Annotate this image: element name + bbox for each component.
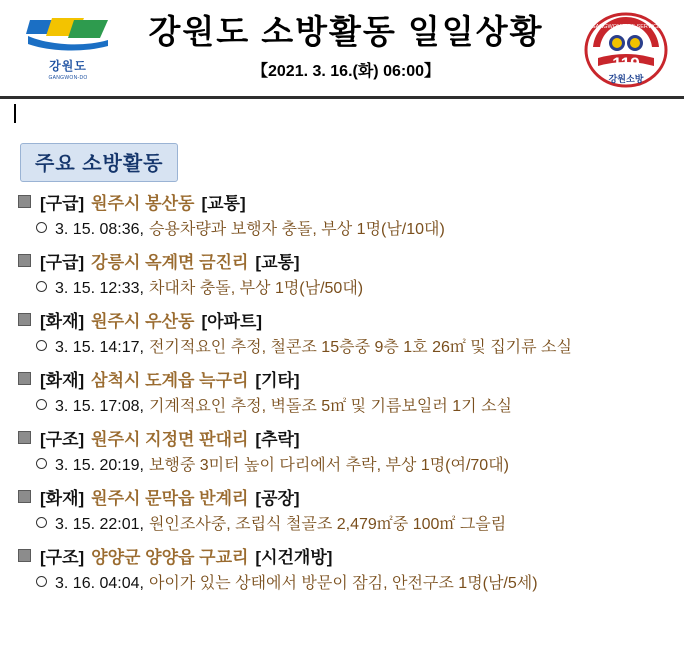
text-cursor (14, 104, 16, 123)
entry-time: 3. 15. 08:36, (55, 221, 144, 238)
svg-text:강원소방: 강원소방 (608, 74, 644, 84)
entry-category: [화재] (40, 312, 85, 331)
circle-bullet-icon (36, 399, 47, 410)
entry-category: [화재] (40, 489, 85, 508)
entry-header (0, 485, 684, 512)
entry-kind: [공장] (255, 489, 300, 508)
square-bullet-icon (18, 431, 31, 444)
entry-category: [화재] (40, 371, 85, 390)
entry-detail (0, 276, 684, 302)
entry-category: [구급] (40, 194, 85, 213)
entry-description: 기계적요인 추정, 벽돌조 5㎡ 및 기름보일러 1기 소실 (148, 398, 512, 415)
entry-kind: [교통] (201, 194, 246, 213)
square-bullet-icon (18, 195, 31, 208)
entry-kind: [교통] (255, 253, 300, 272)
entry-detail (0, 335, 684, 361)
section-heading: 주요 소방활동 (20, 143, 178, 182)
square-bullet-icon (18, 372, 31, 385)
entry-description: 보행중 3미터 높이 다리에서 추락, 부상 1명(여/70대) (148, 457, 509, 474)
circle-bullet-icon (36, 281, 47, 292)
list-item (0, 544, 684, 597)
entry-kind: [추락] (255, 430, 300, 449)
entry-time: 3. 15. 12:33, (55, 280, 144, 297)
entry-category: [구조] (40, 548, 85, 567)
square-bullet-icon (18, 490, 31, 503)
entry-kind: [아파트] (201, 312, 263, 331)
list-item (0, 367, 684, 420)
gangwon-province-logo-label-en: GANGWON-DO (48, 75, 88, 81)
fire-service-emblem-mark (584, 12, 668, 88)
circle-bullet-icon (36, 340, 47, 351)
entry-description: 승용차량과 보행자 충돌, 부상 1명(남/10대) (148, 221, 445, 238)
circle-bullet-icon (36, 458, 47, 469)
gangwon-province-logo-label: 강원도 (49, 59, 87, 73)
entry-category: [구급] (40, 253, 85, 272)
circle-bullet-icon (36, 222, 47, 233)
entry-location: 원주시 봉산동 (91, 194, 195, 213)
entry-location: 원주시 지정면 판대리 (91, 430, 249, 449)
entry-detail (0, 453, 684, 479)
list-item (0, 249, 684, 302)
square-bullet-icon (18, 313, 31, 326)
header-divider (0, 96, 684, 99)
entry-time: 3. 16. 04:04, (55, 575, 144, 592)
entry-header (0, 190, 684, 217)
circle-bullet-icon (36, 517, 47, 528)
entry-time: 3. 15. 20:19, (55, 457, 144, 474)
entry-header (0, 367, 684, 394)
entry-location: 삼척시 도계읍 늑구리 (91, 371, 249, 390)
svg-text:GANGWON FIRE SERVICE: GANGWON FIRE SERVICE (591, 24, 661, 30)
entry-kind: [시건개방] (255, 548, 333, 567)
list-item (0, 190, 684, 243)
list-item (0, 308, 684, 361)
activity-list (0, 190, 684, 603)
square-bullet-icon (18, 549, 31, 562)
report-datetime: 【2021. 3. 16.(화) 06:00】 (252, 63, 440, 80)
page-title: 강원도 소방활동 일일상황 (148, 13, 544, 50)
list-item (0, 426, 684, 479)
entry-location: 원주시 문막읍 반계리 (91, 489, 249, 508)
entry-location: 강릉시 옥계면 금진리 (91, 253, 249, 272)
entry-location: 원주시 우산동 (91, 312, 195, 331)
entry-time: 3. 15. 14:17, (55, 339, 144, 356)
entry-detail (0, 512, 684, 538)
square-bullet-icon (18, 254, 31, 267)
title-block (118, 10, 574, 81)
entry-detail (0, 571, 684, 597)
circle-bullet-icon (36, 576, 47, 587)
entry-category: [구조] (40, 430, 85, 449)
entry-description: 차대차 충돌, 부상 1명(남/50대) (148, 280, 364, 297)
entry-description: 아이가 있는 상태에서 방문이 잠김, 안전구조 1명(남/5세) (148, 575, 538, 592)
entry-header (0, 249, 684, 276)
entry-header (0, 544, 684, 571)
svg-text:119: 119 (612, 54, 640, 73)
entry-time: 3. 15. 17:08, (55, 398, 144, 415)
entry-kind: [기타] (255, 371, 300, 390)
list-item (0, 485, 684, 538)
document-header (0, 0, 684, 92)
entry-header (0, 308, 684, 335)
gangwon-fire-service-emblem (584, 12, 670, 88)
entry-description: 원인조사중, 조립식 철골조 2,479㎡중 100㎡ 그을림 (148, 516, 507, 533)
entry-time: 3. 15. 22:01, (55, 516, 144, 533)
gangwon-province-logo-mark (22, 14, 114, 56)
entry-detail (0, 394, 684, 420)
entry-location: 양양군 양양읍 구교리 (91, 548, 249, 567)
entry-description: 전기적요인 추정, 철콘조 15층중 9층 1호 26㎡ 및 집기류 소실 (148, 339, 572, 356)
entry-detail (0, 217, 684, 243)
gangwon-province-logo (16, 14, 120, 86)
entry-header (0, 426, 684, 453)
